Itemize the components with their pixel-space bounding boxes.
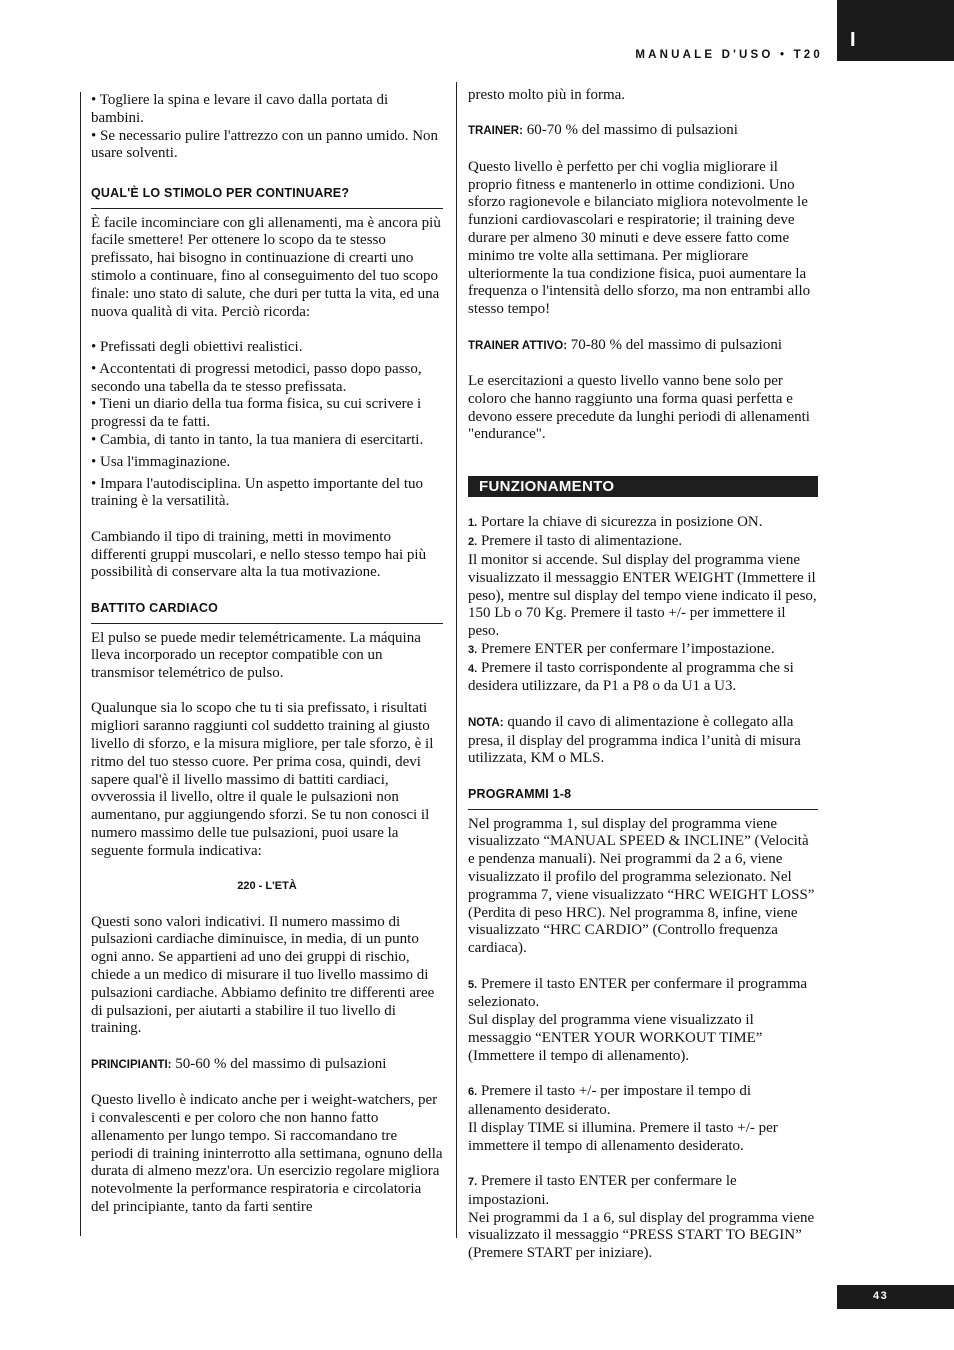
paragraph: Cambiando il tipo di training, metti in movimento differenti gruppi muscolari, e nello stesso tempo hai più possibilità di conservare alta la tua motivazione. [91, 528, 427, 581]
step-number: 5. [468, 978, 478, 991]
bullet-item: • Accontentati di progressi metodici, passo dopo passo, secondo una tabella da te stesso prefissata. [91, 360, 422, 395]
step-detail: Il display TIME si illumina. Premere il tasto +/- per immettere il tempo di allenamento desiderato. [468, 1119, 778, 1154]
level-trainer [468, 122, 818, 141]
note-label: NOTA: [468, 716, 504, 729]
step-number: 1. [468, 517, 478, 530]
paragraph: Questo livello è indicato anche per i weight-watchers, per i convalescenti e per coloro che non hanno fatto allenamento per lungo tempo. Si raccomandano tre periodi di training ininterrotto alla settimana, ognuno della durata di almeno mezz'ora. Un esercizio regolare migliora notevolmente la performance respiratoria e circolatoria del principiante, tanto da farti sentire [91, 1092, 443, 1215]
step-text: Premere il tasto ENTER per confermare le impostazioni. [468, 1172, 737, 1208]
step-text: Premere il tasto ENTER per confermare il programma selezionato. [468, 975, 808, 1011]
level-value: 70-80 % del massimo di pulsazioni [567, 336, 783, 353]
section-heading-programs: PROGRAMMI 1-8 [468, 786, 818, 810]
step-number: 7. [468, 1175, 478, 1188]
bullet-item: • Impara l'autodisciplina. Un aspetto importante del tuo training è la versatilità. [91, 475, 424, 510]
step-number: 6. [468, 1086, 478, 1099]
level-value: 60-70 % del massimo di pulsazioni [522, 122, 738, 139]
step-text: Premere il tasto corrispondente al programma che si desidera utilizzare, da P1 a P8 o da U1 a U3. [468, 659, 794, 695]
paragraph: presto molto più in forma. [468, 87, 626, 103]
bullet-item: • Prefissati degli obiettivi realistici. [91, 338, 303, 355]
step-number: 4. [468, 662, 478, 675]
middle-column-rule [456, 82, 457, 1238]
paragraph: El pulso se puede medir telemétricamente. La máquina lleva incorporado un receptor compatible con un transmisor telemétrico de pulso. [91, 629, 421, 682]
section-title-bar: FUNZIONAMENTO [468, 476, 818, 497]
step-number: 2. [468, 536, 478, 549]
step-4 [468, 660, 818, 697]
level-label: PRINCIPIANTI: [91, 1058, 172, 1071]
step-6 [468, 1083, 818, 1120]
paragraph: Qualunque sia lo scopo che tu ti sia prefissato, i risultati migliori saranno raggiunti col suddetto training al giusto livello di sforzo, e la misura migliore, per tale sforzo, è il ritmo del tuo stesso cuore. Per prima cosa, quindi, devi sapere qual'è il livello massimo di battiti cardiaci, ovverossia il livello, oltre il quale le pulsazioni non aumentano, pur aggiungendo sforzi. Se tu non conosci il numero massimo delle tue pulsazioni, puoi usare la seguente formula indicativa: [91, 700, 434, 859]
step-detail: Sul display del programma viene visualizzato il messaggio “ENTER YOUR WORKOUT TIME” (Immettere il tempo di allenamento). [468, 1012, 763, 1064]
level-value: 50-60 % del massimo di pulsazioni [171, 1055, 387, 1072]
left-column [91, 92, 443, 1217]
note-text: quando il cavo di alimentazione è collegato alla presa, il display del programma indica l’unità di misura utilizzata, KM o MLS. [468, 713, 801, 767]
bullet-item: • Se necessario pulire l'attrezzo con un panno umido. Non usare solventi. [91, 127, 439, 162]
paragraph: Questo livello è perfetto per chi voglia migliorare il proprio fitness e mantenerlo in ottime condizioni. Uno sforzo ragionevole e bilanciato migliora notevolmente le funzioni cardiovascolari e respiratorie; il training deve durare per almeno 30 minuti e deve essere fatto come minimo tre volte alla settimana. Per migliorare ulteriormente la tua condizione fisica, puoi aumentare la frequenza o l'intensità dello sforzo, ma non entrambi allo stesso tempo! [468, 158, 811, 318]
left-column-rule [80, 92, 81, 1236]
level-label: TRAINER: [468, 125, 523, 138]
step-text: Premere ENTER per confermare l’impostazione. [477, 640, 775, 657]
step-number: 3. [468, 643, 478, 656]
step-text: Portare la chiave di sicurezza in posizione ON. [477, 514, 763, 531]
step-1 [468, 514, 818, 533]
bullet-item: • Togliere la spina e levare il cavo dalla portata di bambini. [91, 92, 389, 126]
note [468, 714, 818, 768]
heart-rate-formula: 220 - L'ETÀ [237, 880, 297, 893]
language-tab: I [837, 0, 954, 61]
bullet-item: • Cambia, di tanto in tanto, la tua maniera di esercitarti. [91, 431, 424, 448]
step-2 [468, 533, 818, 552]
level-beginner [91, 1056, 443, 1075]
step-3 [468, 641, 818, 660]
section-heading-heart-rate: BATTITO CARDIACO [91, 600, 443, 624]
step-7 [468, 1173, 818, 1210]
level-active-trainer [468, 337, 818, 356]
paragraph: Nel programma 1, sul display del programma viene visualizzato “MANUAL SPEED & INCLINE” (Velocità e pendenza manuali). Nei programmi da 2 a 6, viene visualizzato il profilo del programma selezionato. Nel programma 7, viene visualizzato “HRC WEIGHT LOSS” (Perdita di peso HRC). Nel programma 8, infine, viene visualizzato “HRC CARDIO” (Controllo frequenza cardiaca). [468, 815, 815, 957]
paragraph: Le esercitazioni a questo livello vanno bene solo per coloro che hanno raggiunto una forma quasi perfetta e devono essere precedute da lunghi periodi di allenamenti "endurance". [468, 372, 810, 443]
paragraph: Questi sono valori indicativi. Il numero massimo di pulsazioni cardiache diminuisce, in media, di un punto ogni anno. Se appartieni ad uno dei gruppi di rischio, chiede a un medico di misurare il tuo livello massimo di pulsazioni cardiache. Abbiamo definito tre differenti aree di pulsazioni, per aiutarti a stabilire il tuo livello di training. [91, 913, 435, 1037]
page-number: 43 [837, 1285, 954, 1309]
step-5 [468, 976, 818, 1013]
level-label: TRAINER ATTIVO: [468, 339, 568, 352]
section-heading-stimulus: QUAL'È LO STIMOLO PER CONTINUARE? [91, 185, 443, 209]
step-text: Premere il tasto di alimentazione. [477, 533, 683, 550]
bullet-item: • Usa l'immaginazione. [91, 453, 231, 470]
step-text: Premere il tasto +/- per impostare il tempo di allenamento desiderato. [468, 1083, 751, 1118]
right-column [468, 87, 818, 1263]
paragraph: È facile incominciare con gli allenamenti, ma è ancora più facile smettere! Per ottenere lo scopo da te stesso prefissato, hai bisogno in continuazione di crearti uno stimolo a continuare, fino al conseguimento del tuo scopo finale: uno stato di salute, che duri per tutta la vita, ed una nuova qualità di vita. Perciò ricorda: [91, 214, 441, 320]
step-detail: Nei programmi da 1 a 6, sul display del programma viene visualizzato il messaggio “PRESS START TO BEGIN” (Premere START per iniziare). [468, 1209, 815, 1262]
running-header: MANUALE D'USO • T20 [635, 49, 823, 61]
step-detail: Il monitor si accende. Sul display del programma viene visualizzato il messaggio ENTER WEIGHT (Immettere il peso), mentre sul display del tempo viene indicato il peso, 150 Lb o 70 Kg. Premere il tasto +/- per immettere il peso. [468, 551, 817, 640]
bullet-item: • Tieni un diario della tua forma fisica, su cui scrivere i progressi da te fatti. [91, 396, 422, 431]
